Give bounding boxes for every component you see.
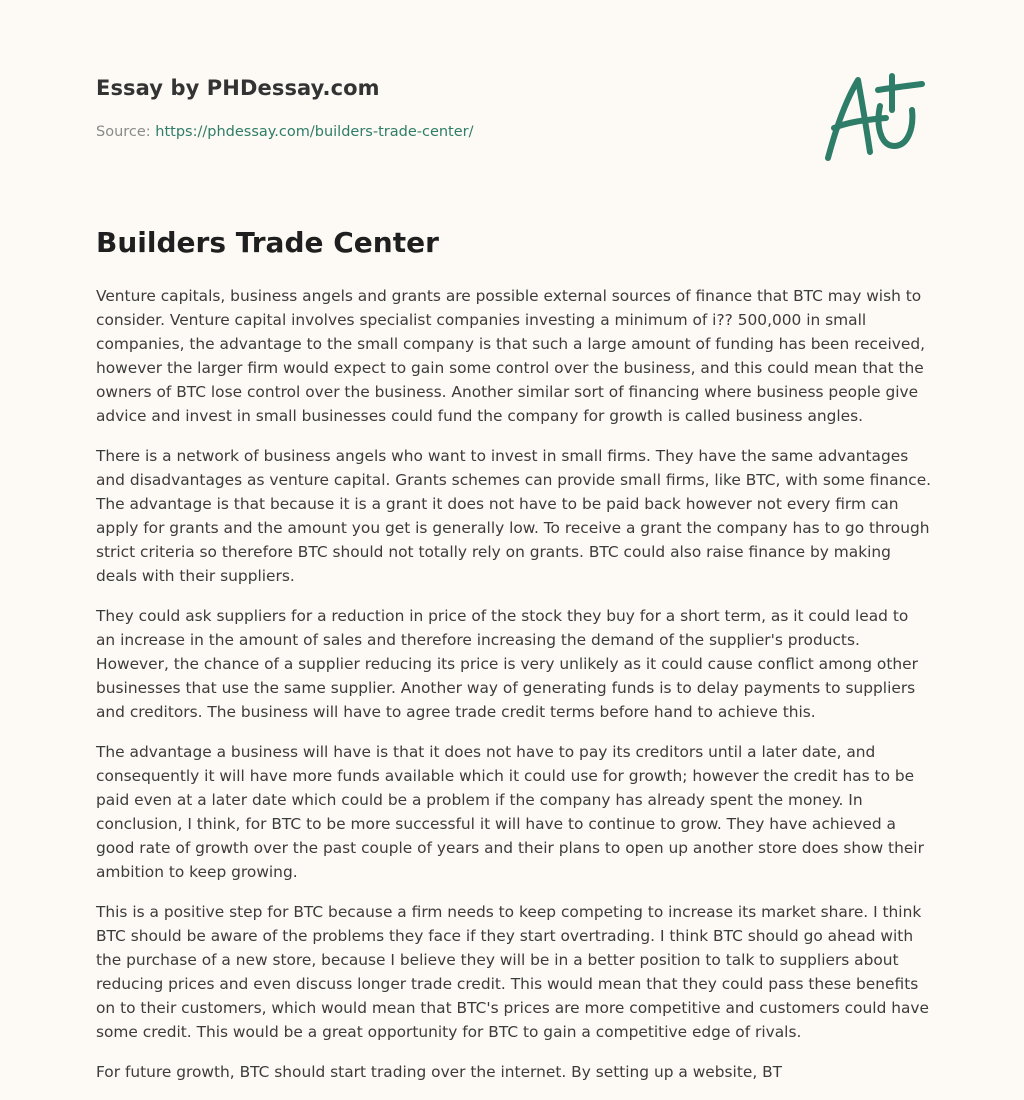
a-plus-logo: [820, 66, 930, 166]
essay-paragraph: Venture capitals, business angels and grants are possible external sources of finance that BTC may wish to consider. Venture capital involves specialist companies investing a minimum of i?? 500,000 in small companies, the advantage to the small company is that such a large amount of funding has been received, however the larger firm would expect to gain some control over the business, and this could mean that the owners of BTC lose control over the business. Another similar sort of financing where business people give advice and invest in small businesses could fund the company for growth is called business angles.: [96, 287, 925, 425]
essay-paragraph: They could ask suppliers for a reduction in price of the stock they buy for a short term, as it could lead to an increase in the amount of sales and therefore increasing the demand of the supplier's products. However, the chance of a supplier reducing its price is very unlikely as it could cause conflict among other businesses that use the same supplier. Another way of generating funds is to delay payments to suppliers and creditors. The business will have to agree trade credit terms before hand to achieve this.: [96, 607, 918, 721]
source-line: [96, 124, 474, 140]
essay-paragraph: The advantage a business will have is that it does not have to pay its creditors until a later date, and consequently it will have more funds available which it could use for growth; however the credit has to be paid even at a later date which could be a problem if the company has already spent the money. In conclusion, I think, for BTC to be more successful it will have to continue to grow. They have achieved a good rate of growth over the past couple of years and their plans to open up another store does show their ambition to keep growing.: [96, 743, 924, 881]
essay-paragraph: There is a network of business angels who want to invest in small firms. They have the same advantages and disadvantages as venture capital. Grants schemes can provide small firms, like BTC, with some finance. The advantage is that because it is a grant it does not have to be paid back however not every firm can apply for grants and the amount you get is generally low. To receive a grant the company has to go through strict criteria so therefore BTC should not totally rely on grants. BTC could also raise finance by making deals with their suppliers.: [96, 447, 932, 585]
site-title: Essay by PHDessay.com: [96, 76, 380, 100]
a-plus-logo-icon: [820, 66, 930, 166]
source-label: Source:: [96, 124, 151, 140]
essay-body: [96, 284, 932, 1100]
essay-paragraph: This is a positive step for BTC because a firm needs to keep competing to increase its market share. I think BTC should be aware of the problems they face if they start overtrading. I think BTC should go ahead with the purchase of a new store, because I believe they will be in a better position to talk to suppliers about reducing prices and even discuss longer trade credit. This would mean that they could pass these benefits on to their customers, which would mean that BTC's prices are more competitive and customers could have some credit. This would be a great opportunity for BTC to gain a competitive edge of rivals.: [96, 903, 930, 1041]
essay-title: Builders Trade Center: [96, 226, 439, 259]
essay-paragraph: For future growth, BTC should start trading over the internet. By setting up a website, BT: [96, 1063, 783, 1081]
source-link[interactable]: https://phdessay.com/builders-trade-center/: [155, 124, 474, 140]
